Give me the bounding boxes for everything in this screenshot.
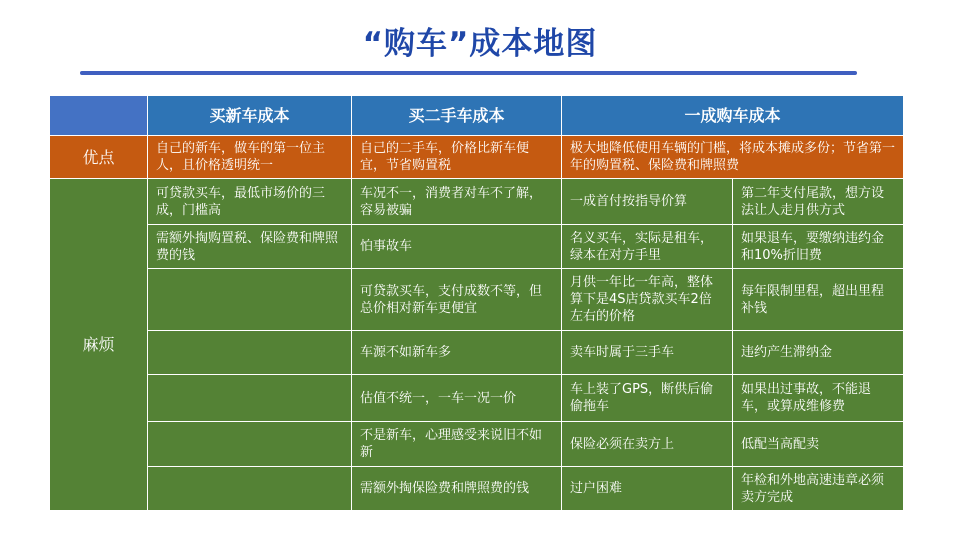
- pros-label: 优点: [50, 136, 148, 179]
- trouble-label: 麻烦: [50, 179, 148, 511]
- table-row: [50, 467, 904, 511]
- page-title: “购车”成本地图: [362, 26, 598, 62]
- trouble-used-cell: 估值不统一，一车一况一价: [352, 375, 562, 422]
- header-one-tenth-car: 一成购车成本: [562, 96, 904, 136]
- pros-used-cell: 自己的二手车，价格比新车便宜，节省购置税: [352, 136, 562, 179]
- trouble-one-b-cell: 如果出过事故，不能退车，或算成维修费: [733, 375, 904, 422]
- trouble-one-a-cell: 名义买车，实际是租车，绿本在对方手里: [562, 225, 733, 269]
- trouble-one-b-cell: 低配当高配卖: [733, 422, 904, 467]
- header-corner: [50, 96, 148, 136]
- table-row: [50, 269, 904, 331]
- trouble-used-cell: 可贷款买车，支付成数不等，但总价相对新车更便宜: [352, 269, 562, 331]
- trouble-used-cell: 车况不一，消费者对车不了解，容易被骗: [352, 179, 562, 225]
- trouble-used-cell: 怕事故车: [352, 225, 562, 269]
- pros-one-cell: 极大地降低使用车辆的门槛，将成本摊成多份；节省第一年的购置税、保险费和牌照费: [562, 136, 904, 179]
- trouble-one-a-cell: 保险必须在卖方上: [562, 422, 733, 467]
- trouble-one-b-cell: 年检和外地高速违章必须卖方完成: [733, 467, 904, 511]
- trouble-used-cell: 需额外掏保险费和牌照费的钱: [352, 467, 562, 511]
- table-row: [50, 225, 904, 269]
- table-row: [50, 179, 904, 225]
- header-used-car: 买二手车成本: [352, 96, 562, 136]
- pros-new-cell: 自己的新车，做车的第一位主人，且价格透明统一: [148, 136, 352, 179]
- trouble-one-a-cell: 卖车时属于三手车: [562, 331, 733, 375]
- trouble-one-b-cell: 违约产生滞纳金: [733, 331, 904, 375]
- trouble-new-cell: [148, 422, 352, 467]
- trouble-one-a-cell: 一成首付按指导价算: [562, 179, 733, 225]
- trouble-one-a-cell: 车上装了GPS，断供后偷偷拖车: [562, 375, 733, 422]
- header-new-car: 买新车成本: [148, 96, 352, 136]
- trouble-one-b-cell: 如果退车，要缴纳违约金和10%折旧费: [733, 225, 904, 269]
- cost-table: [49, 95, 904, 511]
- trouble-one-b-cell: 每年限制里程，超出里程补钱: [733, 269, 904, 331]
- table-row: [50, 331, 904, 375]
- table-row: [50, 422, 904, 467]
- trouble-used-cell: 不是新车，心理感受来说旧不如新: [352, 422, 562, 467]
- trouble-one-a-cell: 过户困难: [562, 467, 733, 511]
- table-row: [50, 375, 904, 422]
- pros-row: [50, 136, 904, 179]
- header-row: [50, 96, 904, 136]
- trouble-new-cell: [148, 375, 352, 422]
- title-underline: [80, 71, 857, 75]
- trouble-new-cell: [148, 331, 352, 375]
- trouble-new-cell: [148, 269, 352, 331]
- trouble-one-b-cell: 第二年支付尾款，想方设法让人走月供方式: [733, 179, 904, 225]
- trouble-one-a-cell: 月供一年比一年高，整体算下是4S店贷款买车2倍左右的价格: [562, 269, 733, 331]
- trouble-new-cell: 可贷款买车，最低市场价的三成，门槛高: [148, 179, 352, 225]
- trouble-new-cell: [148, 467, 352, 511]
- trouble-new-cell: 需额外掏购置税、保险费和牌照费的钱: [148, 225, 352, 269]
- trouble-used-cell: 车源不如新车多: [352, 331, 562, 375]
